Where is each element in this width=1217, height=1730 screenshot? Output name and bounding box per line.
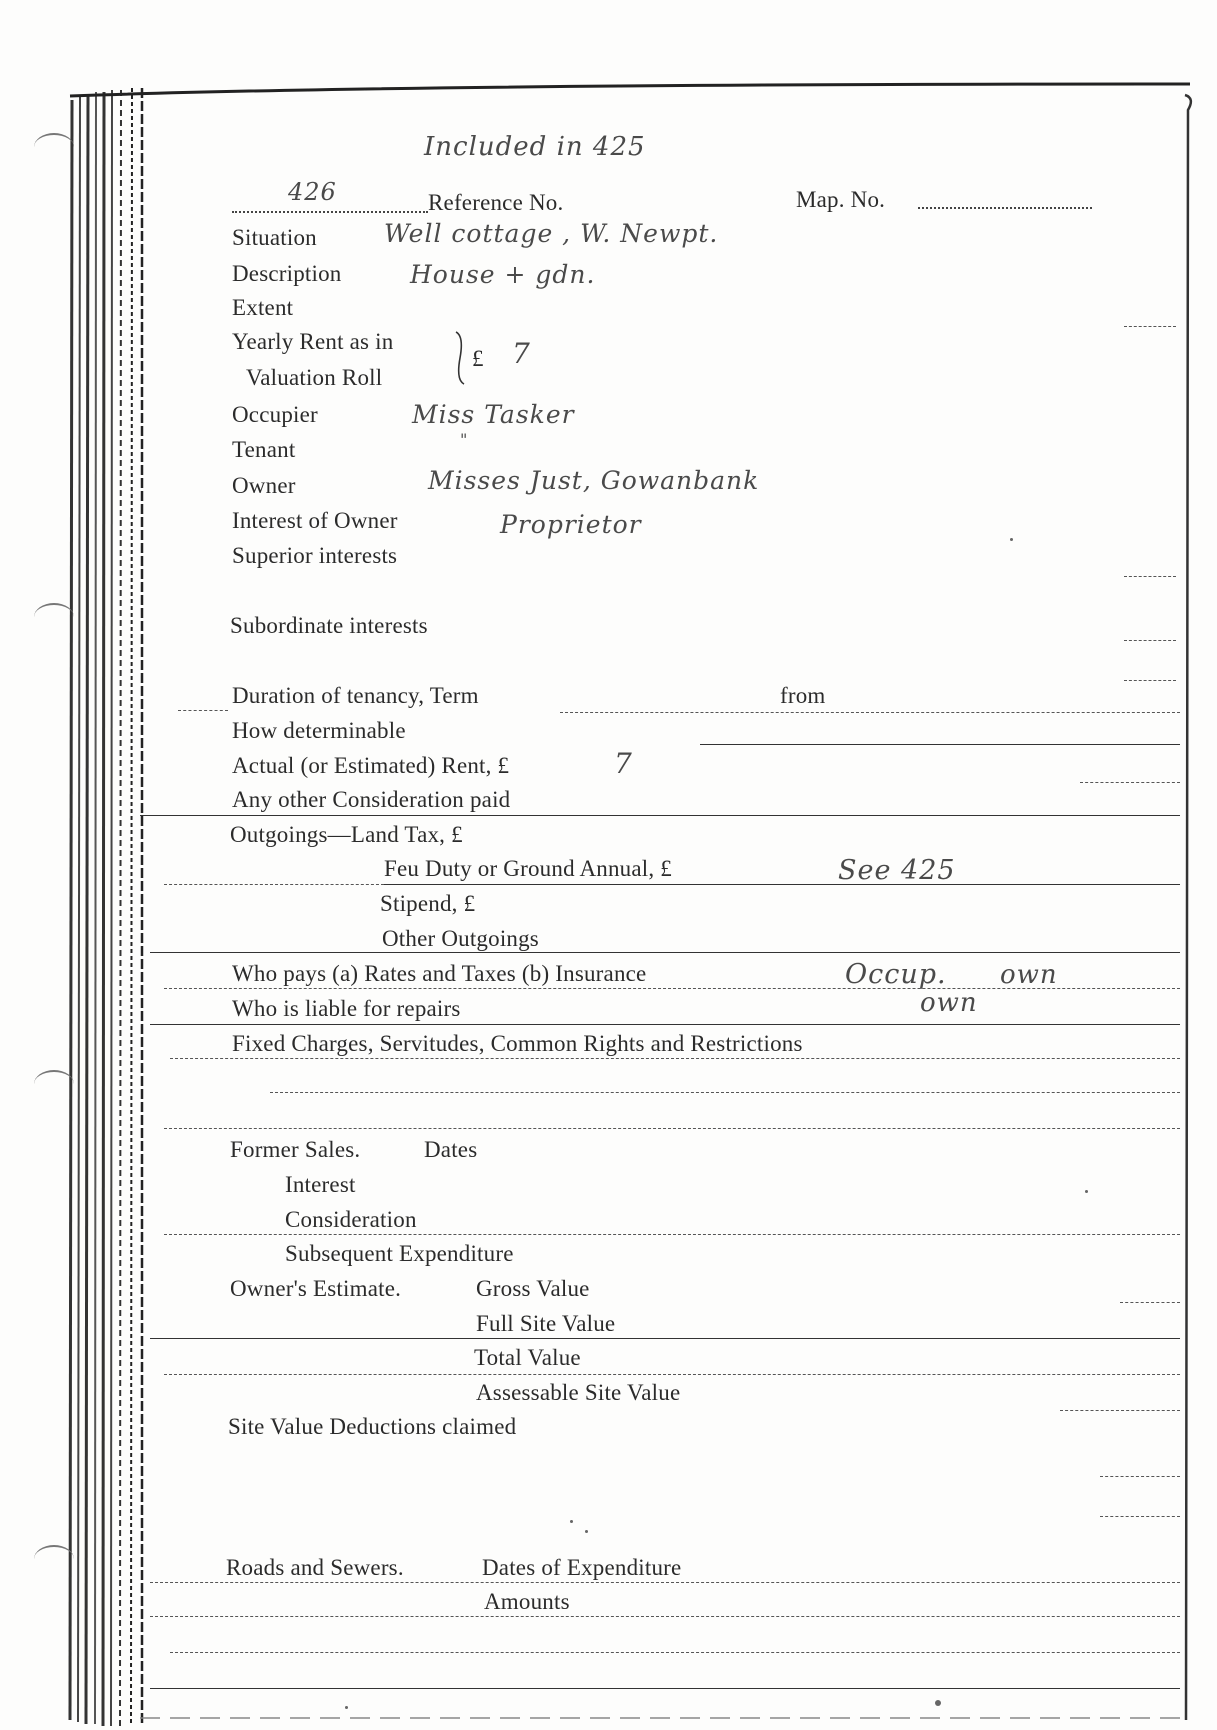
rule-assessable <box>1060 1410 1180 1411</box>
tenant-value: " <box>460 430 469 449</box>
how-determinable-label: How determinable <box>232 718 406 743</box>
roads-sewers-label: Roads and Sewers. <box>226 1555 404 1580</box>
interest-of-owner-label: Interest of Owner <box>232 508 398 533</box>
repairs-value: own <box>920 988 978 1018</box>
rule-roads <box>150 1582 1180 1583</box>
other-outgoings-label: Other Outgoings <box>382 926 539 951</box>
who-pays-value-b: own <box>1000 960 1058 990</box>
tenant-label: Tenant <box>232 437 296 462</box>
yearly-rent-label-2: Valuation Roll <box>246 365 383 390</box>
rule-full-site <box>150 1338 1180 1339</box>
former-sales-subsequent-label: Subsequent Expenditure <box>285 1241 514 1266</box>
description-label: Description <box>232 261 342 286</box>
rule-deductions-1 <box>1100 1476 1180 1477</box>
rule-amounts <box>150 1616 1180 1617</box>
rule-duration <box>560 712 1180 713</box>
other-consideration-label: Any other Consideration paid <box>232 787 511 812</box>
full-site-value-label: Full Site Value <box>476 1311 616 1336</box>
rule-final <box>150 1688 1180 1689</box>
feu-duty-label: Feu Duty or Ground Annual, £ <box>384 856 672 881</box>
stipend-label: Stipend, £ <box>380 891 476 916</box>
scan-speck <box>570 1520 573 1523</box>
repairs-label: Who is liable for repairs <box>232 996 461 1021</box>
rule-repairs <box>150 1024 1180 1025</box>
rule-fixed-1 <box>170 1058 1180 1059</box>
duration-from-label: from <box>780 683 826 708</box>
rule-subordinate <box>1124 640 1176 641</box>
rule-feu <box>384 884 1180 885</box>
brace-icon <box>452 328 472 388</box>
owner-value: Misses Just, Gowanbank <box>428 466 760 495</box>
yearly-rent-currency: £ <box>472 346 484 371</box>
interest-of-owner-value: Proprietor <box>500 510 642 539</box>
former-sales-label: Former Sales. <box>230 1137 361 1162</box>
who-pays-label: Who pays (a) Rates and Taxes (b) Insurance <box>232 961 647 986</box>
amounts-label: Amounts <box>484 1589 570 1614</box>
rule-fixed-2 <box>270 1092 1180 1093</box>
subordinate-interests-label: Subordinate interests <box>230 613 428 638</box>
actual-rent-value: 7 <box>614 747 633 780</box>
rule-duration-left <box>178 710 228 711</box>
scan-speck <box>1085 1190 1088 1193</box>
rule-actual-rent <box>1080 782 1180 783</box>
rule-who-pays <box>164 988 1180 989</box>
scan-speck <box>1010 538 1013 541</box>
rule-fixed-3 <box>164 1128 1180 1129</box>
reference-dotted-line <box>232 211 428 213</box>
rule-other-outgoings <box>150 952 1180 953</box>
reference-number: 426 <box>288 178 337 206</box>
rule-total <box>164 1374 1180 1375</box>
feu-duty-value: See 425 <box>838 855 956 886</box>
gross-value-label: Gross Value <box>476 1276 590 1301</box>
rule-bottom <box>170 1652 1180 1653</box>
rule-gross <box>1120 1302 1180 1303</box>
who-pays-value-a: Occup. <box>845 959 947 990</box>
total-value-label: Total Value <box>474 1345 581 1370</box>
occupier-label: Occupier <box>232 402 318 427</box>
yearly-rent-value: 7 <box>512 337 531 370</box>
description-value: House + gdn. <box>410 260 596 289</box>
superior-interests-label: Superior interests <box>232 543 398 568</box>
rule-feu-left <box>164 884 384 885</box>
fixed-charges-label: Fixed Charges, Servitudes, Common Rights and Restrictions <box>232 1031 803 1056</box>
map-dotted-line <box>918 207 1092 209</box>
site-value-deductions-label: Site Value Deductions claimed <box>228 1414 517 1439</box>
rule-consideration <box>164 1234 1180 1235</box>
rule-superior <box>1124 576 1176 577</box>
reference-label: Reference No. <box>428 190 564 215</box>
assessable-site-value-label: Assessable Site Value <box>476 1380 681 1405</box>
rule-how-determinable <box>700 744 1180 745</box>
roads-dates-label: Dates of Expenditure <box>482 1555 682 1580</box>
scan-speck <box>935 1700 941 1706</box>
owners-estimate-label: Owner's Estimate. <box>230 1276 402 1301</box>
owner-label: Owner <box>232 473 296 498</box>
rule-deductions-2 <box>1100 1516 1180 1517</box>
former-sales-consideration-label: Consideration <box>285 1207 417 1232</box>
scan-speck <box>345 1706 348 1709</box>
duration-label: Duration of tenancy, Term <box>232 683 479 708</box>
situation-value: Well cottage , W. Newpt. <box>384 219 719 248</box>
actual-rent-label: Actual (or Estimated) Rent, £ <box>232 753 510 778</box>
yearly-rent-label-1: Yearly Rent as in <box>232 329 394 354</box>
occupier-value: Miss Tasker <box>412 400 575 429</box>
rule-subordinate-2 <box>1124 680 1176 681</box>
former-sales-interest-label: Interest <box>285 1172 356 1197</box>
extent-label: Extent <box>232 295 294 320</box>
header-note: Included in 425 <box>424 132 646 162</box>
scan-speck <box>585 1530 588 1533</box>
rule-other-consideration <box>140 815 1180 816</box>
former-sales-dates-label: Dates <box>424 1137 478 1162</box>
extent-rule <box>1124 326 1176 327</box>
map-label: Map. No. <box>796 187 886 212</box>
situation-label: Situation <box>232 225 317 250</box>
land-tax-label: Outgoings—Land Tax, £ <box>230 822 463 847</box>
